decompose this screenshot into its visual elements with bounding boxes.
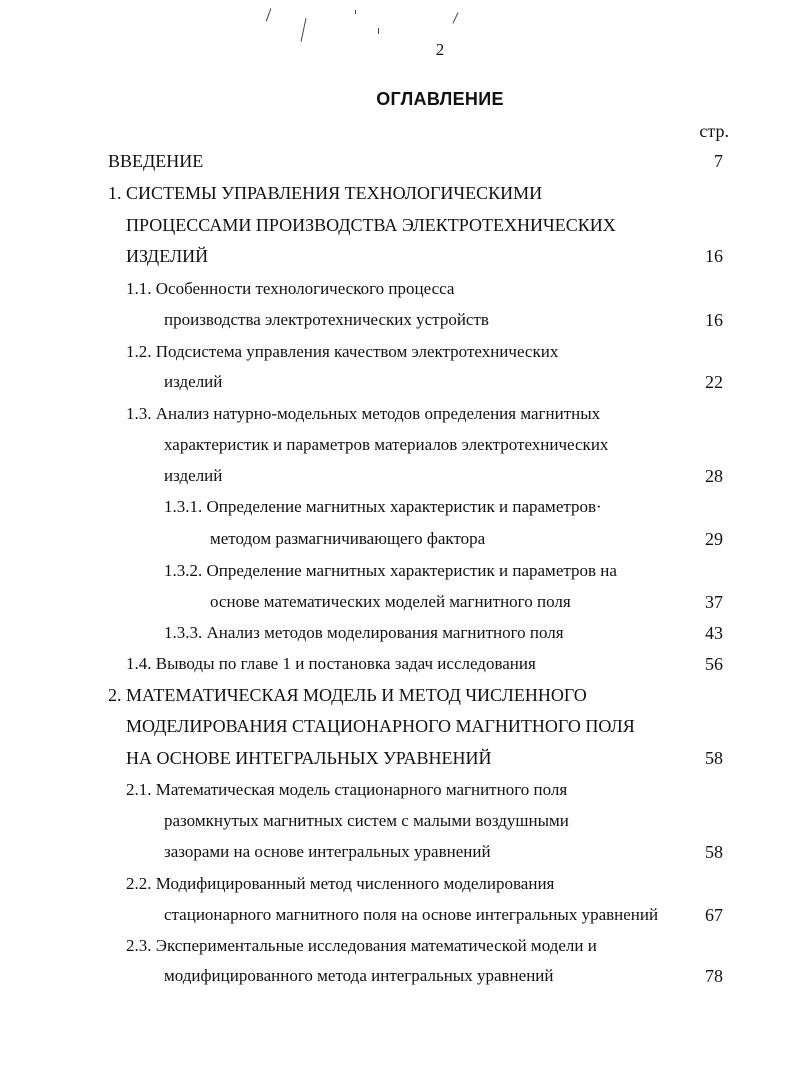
toc-entry: ИЗДЕЛИЙ <box>126 246 209 266</box>
toc-page-number: 16 <box>705 310 723 330</box>
toc-entry: изделий <box>164 372 223 391</box>
toc-entry: 1. СИСТЕМЫ УПРАВЛЕНИЯ ТЕХНОЛОГИЧЕСКИМИ <box>108 183 543 203</box>
toc-entry: НА ОСНОВЕ ИНТЕГРАЛЬНЫХ УРАВНЕНИЙ <box>126 748 492 768</box>
toc-page-number: 37 <box>705 592 723 612</box>
toc-page-number: 58 <box>705 748 723 768</box>
toc-entry: МОДЕЛИРОВАНИЯ СТАЦИОНАРНОГО МАГНИТНОГО ПОЛЯ <box>126 716 635 736</box>
toc-entry: 1.3.2. Определение магнитных характеристик и параметров на <box>164 561 617 580</box>
scan-mark <box>453 12 459 23</box>
toc-page-number: 29 <box>705 529 723 549</box>
toc-entry: модифицированного метода интегральных уравнений <box>164 966 554 985</box>
toc-entry: стационарного магнитного поля на основе интегральных уравнений <box>164 905 659 924</box>
toc-entry: разомкнутых магнитных систем с малыми воздушными <box>164 811 569 830</box>
toc-page-number: 16 <box>705 246 723 266</box>
toc-entry: основе математических моделей магнитного поля <box>210 592 571 611</box>
toc-entry: ВВЕДЕНИЕ <box>108 151 204 171</box>
toc-page-number: 28 <box>705 466 723 486</box>
scan-mark <box>301 18 307 42</box>
toc-entry: методом размагничивающего фактора <box>210 529 486 548</box>
toc-entry: 2.2. Модифицированный метод численного моделирования <box>126 874 555 893</box>
toc-page-number: 58 <box>705 842 723 862</box>
page-title: ОГЛАВЛЕНИЕ <box>376 89 504 109</box>
toc-entry: 1.4. Выводы по главе 1 и постановка задач исследования <box>126 654 536 673</box>
toc-entry: 2.3. Экспериментальные исследования математической модели и <box>126 936 597 955</box>
toc-entry: производства электротехнических устройств <box>164 310 489 329</box>
scan-mark <box>378 28 379 34</box>
toc-entry: зазорами на основе интегральных уравнений <box>164 842 491 861</box>
toc-page-number: 56 <box>705 654 723 674</box>
scan-mark <box>355 10 356 14</box>
toc-entry: изделий <box>164 466 223 485</box>
toc-entry: 2.1. Математическая модель стационарного магнитного поля <box>126 780 568 799</box>
toc-entry: характеристик и параметров материалов электротехнических <box>164 435 609 454</box>
toc-entry: 1.3.1. Определение магнитных характеристик и параметров· <box>164 497 602 516</box>
scan-mark <box>266 8 272 21</box>
toc-page-number: 7 <box>714 151 723 171</box>
toc-page-number: 22 <box>705 372 723 392</box>
toc-page-number: 67 <box>705 905 723 925</box>
toc-entry: 1.1. Особенности технологического процесса <box>126 279 455 298</box>
toc-entry: 2. МАТЕМАТИЧЕСКАЯ МОДЕЛЬ И МЕТОД ЧИСЛЕННОГО <box>108 685 587 705</box>
toc-entry: 1.3.3. Анализ методов моделирования магнитного поля <box>164 623 564 642</box>
toc-page-number: 78 <box>705 966 723 986</box>
toc-entry: ПРОЦЕССАМИ ПРОИЗВОДСТВА ЭЛЕКТРОТЕХНИЧЕСКИХ <box>126 215 616 235</box>
page-number: 2 <box>435 40 445 59</box>
toc-entry: 1.2. Подсистема управления качеством электротехнических <box>126 342 559 361</box>
toc-page-number: 43 <box>705 623 723 643</box>
toc-entry: 1.3. Анализ натурно-модельных методов определения магнитных <box>126 404 601 423</box>
page-column-label: стр. <box>699 121 729 141</box>
